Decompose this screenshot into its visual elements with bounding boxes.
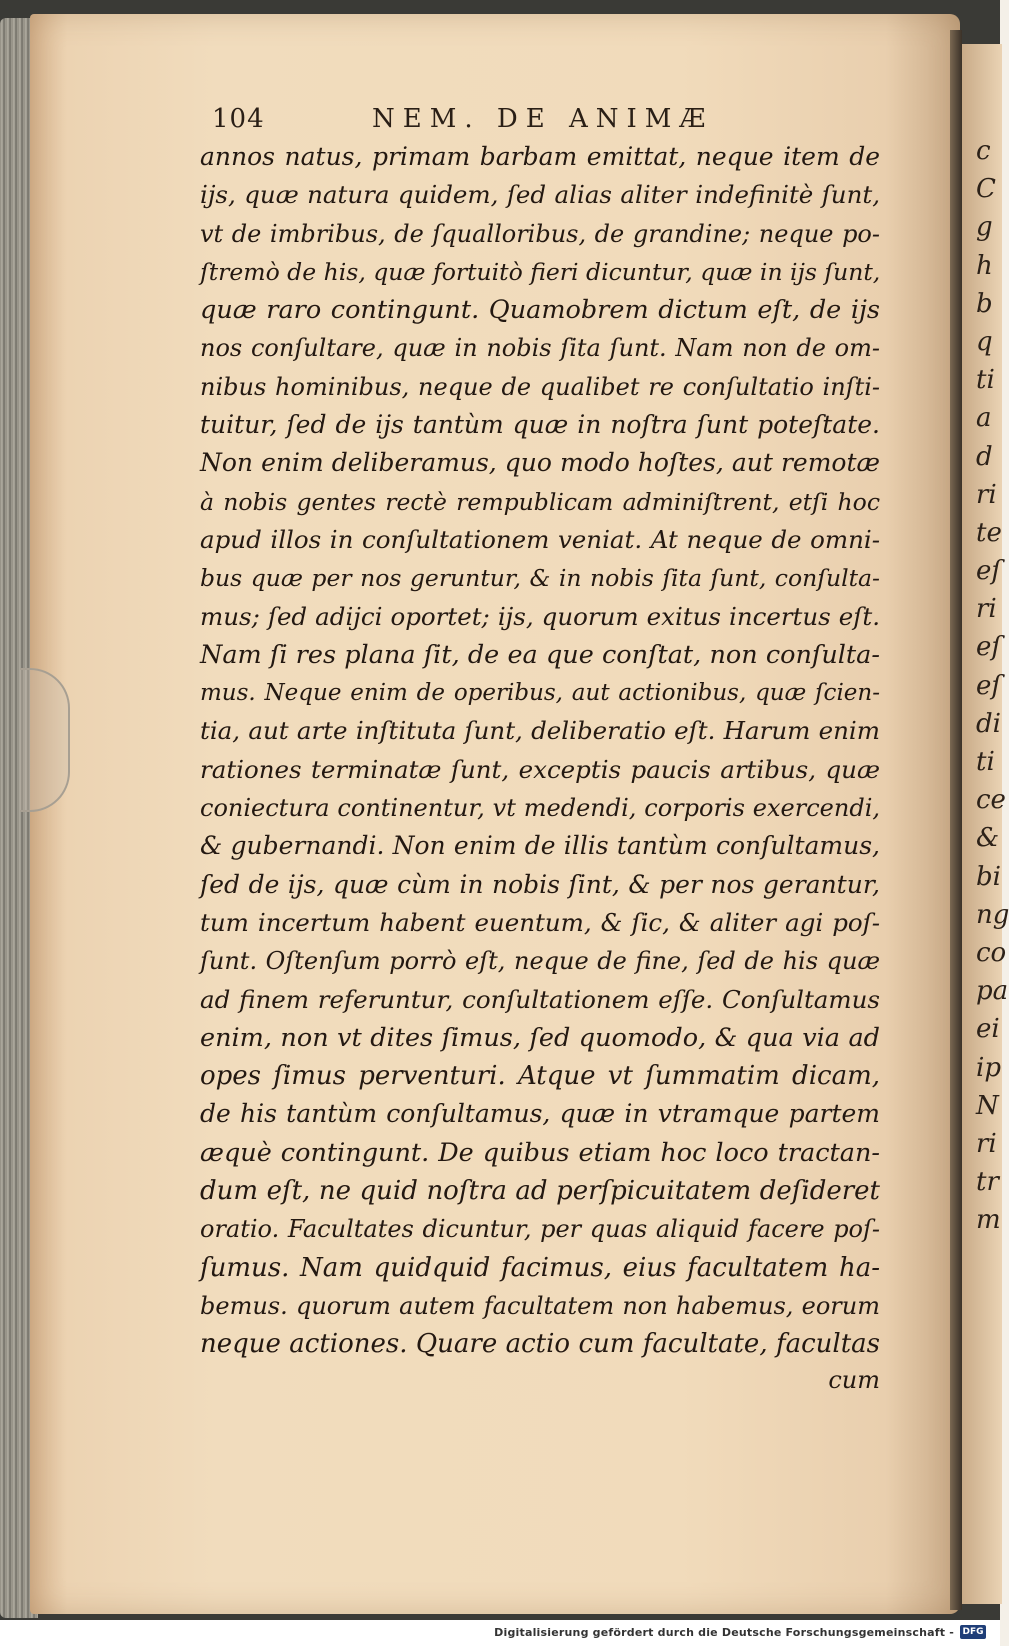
text-line: bus quæ per nos geruntur, & in nobis ſita ſunt, conſulta-	[200, 564, 880, 593]
book-gutter	[950, 30, 962, 1610]
facing-page-letter: ti	[976, 365, 995, 396]
text-line: à nobis gentes rectè rempublicam adminiſtrent, etſi hoc	[200, 487, 880, 516]
facing-page-letter: c	[976, 136, 991, 166]
running-head: NEM. DE ANIMÆ	[372, 104, 714, 134]
text-line: æquè contingunt. De quibus etiam hoc loco tractan-	[200, 1137, 880, 1168]
facing-page-letter: ri	[976, 479, 997, 510]
facing-page-letter-list	[962, 136, 1009, 1243]
text-line: coniectura continentur, vt medendi, corporis exercendi,	[200, 794, 880, 823]
text-line: ijs, quæ natura quidem, ſed alias aliter indefinitè ſunt,	[200, 180, 880, 210]
text-line: opes ſimus perventuri. Atque vt ſummatim dicam,	[200, 1061, 880, 1092]
text-line: de his tantùm conſultamus, quæ in vtramque partem	[200, 1099, 880, 1129]
facing-page-letter: d	[976, 441, 993, 472]
text-line: neque actiones. Quare actio cum facultate, facultas	[200, 1329, 880, 1360]
text-line: tia, aut arte inſtituta ſunt, deliberatio eſt. Harum enim	[200, 716, 880, 746]
facing-page-letter: a	[976, 403, 992, 434]
text-line: vt de imbribus, de ſqualloribus, de grandine; neque po-	[200, 219, 880, 248]
facing-page-letter: b	[976, 288, 993, 319]
bookmark-tab	[20, 668, 70, 812]
text-line: tuitur, ſed de ijs tantùm quæ in noſtra ſunt poteſtate.	[200, 410, 880, 440]
facing-page-letter: co	[976, 937, 1007, 968]
text-line: nibus hominibus, neque de qualibet re conſultatio inſti-	[200, 372, 880, 401]
facing-page-letter: ti	[976, 747, 995, 777]
text-line: & gubernandi. Non enim de illis tantùm conſultamus,	[200, 831, 880, 861]
text-line: annos natus, primam barbam emittat, neque item de	[200, 142, 880, 171]
text-line: quæ raro contingunt. Quamobrem dictum eſt, de ijs	[200, 295, 880, 326]
text-line: enim, non vt dites ſimus, ſed quomodo, & qua via ad	[200, 1022, 880, 1053]
text-line: rationes terminatæ ſunt, exceptis paucis artibus, quæ	[200, 754, 880, 784]
text-line: Nam ſi res plana ſit, de ea que conſtat, non conſulta-	[200, 639, 880, 670]
facing-page-letter: eſ	[976, 556, 1002, 587]
facing-page-letter: ce	[976, 785, 1006, 816]
dfg-logo-icon: DFG	[960, 1625, 986, 1639]
footer-bar	[0, 1620, 1000, 1646]
catchword: cum	[828, 1366, 880, 1394]
facing-page-letter: m	[976, 1205, 1001, 1236]
facing-page-letter: ri	[976, 594, 997, 625]
facing-page-letter: ng	[976, 899, 1009, 930]
facing-page-letter: eſ	[976, 670, 1002, 701]
facing-page-letter: q	[976, 326, 993, 357]
footer-credit-text: Digitalisierung gefördert durch die Deutsche Forschungsgemeinschaft -	[494, 1626, 954, 1639]
facing-page-letter: ip	[976, 1052, 1001, 1083]
facing-page-letter: h	[976, 250, 993, 281]
page-text-body	[200, 138, 880, 1364]
text-line: apud illos in conſultationem veniat. At neque de omni-	[200, 524, 880, 554]
text-line: ſunt. Oſtenſum porrò eſt, neque de fine, ſed de his quæ	[200, 947, 880, 976]
text-line: ſed de ijs, quæ cùm in nobis ſint, & per nos gerantur,	[200, 869, 880, 899]
facing-page-letter: eſ	[976, 632, 1002, 663]
facing-page-letter: pa	[976, 976, 1009, 1007]
text-line: ſumus. Nam quidquid facimus, eius facultatem ha-	[200, 1252, 880, 1283]
text-line: Non enim deliberamus, quo modo hoſtes, aut remotæ	[200, 448, 880, 478]
page-number: 104	[212, 104, 265, 134]
text-line: mus; ſed adijci oportet; ijs, quorum exitus incertus eſt.	[200, 601, 880, 631]
facing-page-letter: di	[976, 708, 1001, 739]
text-line: ſtremò de his, quæ fortuitò fieri dicuntur, quæ in ijs ſunt,	[200, 257, 881, 286]
facing-page-letter: bi	[976, 861, 1001, 892]
facing-page-letter: ei	[976, 1014, 1000, 1045]
text-line: ad finem referuntur, conſultationem eſſe. Conſultamus	[200, 984, 880, 1014]
facing-page-edge	[962, 44, 1009, 1604]
text-line: dum eſt, ne quid noſtra ad perſpicuitatem deſideret	[200, 1176, 880, 1207]
facing-page-letter: tr	[976, 1167, 999, 1198]
text-line: bemus. quorum autem facultatem non habemus, eorum	[200, 1291, 880, 1320]
text-line: tum incertum habent euentum, & ſic, & aliter agi poſ-	[200, 907, 880, 937]
facing-page-letter: ri	[976, 1128, 997, 1159]
text-line: nos conſultare, quæ in nobis ſita ſunt. Nam non de om-	[200, 334, 880, 363]
text-line: oratio. Facultates dicuntur, per quas aliquid facere poſ-	[200, 1215, 880, 1244]
text-line: mus. Neque enim de operibus, aut actionibus, quæ ſcien-	[200, 680, 880, 707]
facing-page-letter: N	[976, 1090, 999, 1121]
facing-page-letter: &	[976, 823, 1000, 854]
facing-page-letter: C	[976, 174, 996, 205]
facing-page-letter: g	[976, 212, 993, 243]
facing-page-letter: te	[976, 517, 1002, 548]
